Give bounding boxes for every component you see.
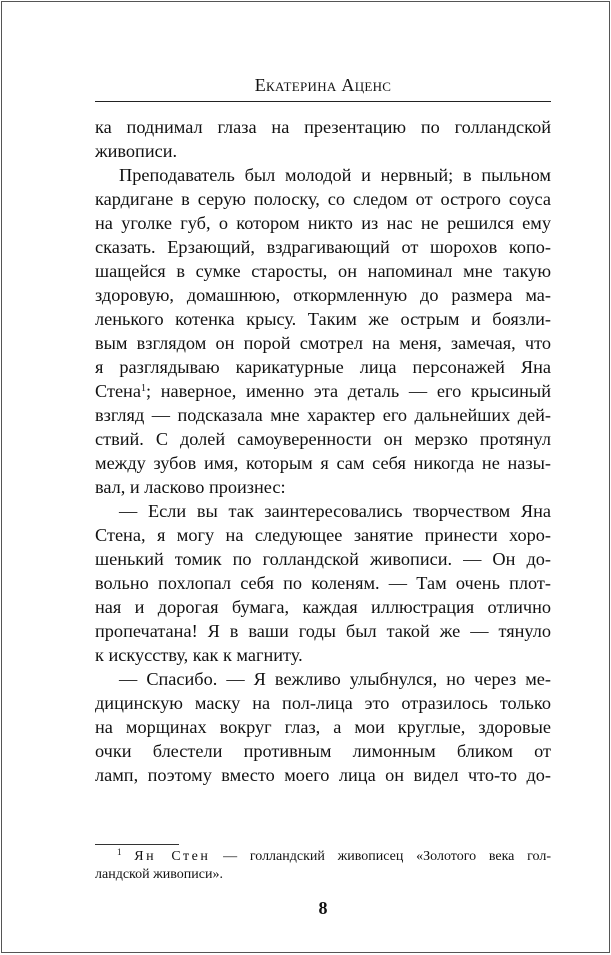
text-line: Преподаватель был молодой и нервный; в пыльном bbox=[119, 165, 551, 185]
text-line: сказать. Ерзающий, вздрагивающий от шорохов копо- bbox=[95, 237, 551, 257]
text-fragment: Стена bbox=[95, 381, 141, 401]
text-line: вал, и ласково произнес: bbox=[95, 477, 286, 497]
footnote bbox=[95, 848, 551, 884]
text-line: между зубов имя, которым я сам себя никогда не назы- bbox=[95, 453, 551, 473]
text-fragment: ; наверное, именно эта деталь — его крысиный bbox=[145, 381, 551, 401]
running-head: Екатерина Аценс bbox=[254, 75, 392, 95]
text-line bbox=[95, 379, 551, 403]
text-line: Стена, я могу на следующее занятие принести хоро- bbox=[95, 525, 551, 545]
footnote-reference: 1 bbox=[140, 383, 146, 394]
text-line: к искусству, как к магниту. bbox=[95, 645, 303, 665]
text-line: на морщинах вокруг глаз, а мои круглые, здоровые bbox=[95, 717, 551, 737]
text-line: на уголке губ, о котором никто из нас не решился ему bbox=[95, 213, 551, 233]
text-line: я разглядываю карикатурные лица персонажей Яна bbox=[95, 357, 551, 377]
text-line: ламп, поэтому вместо моего лица он видел что-то до- bbox=[95, 765, 551, 785]
page-number: 8 bbox=[318, 898, 328, 918]
footnote-name: Ян Стен bbox=[134, 849, 211, 864]
text-line: ка поднимал глаза на презентацию по голландской bbox=[95, 117, 551, 137]
text-line: ствий. С долей самоуверенности он мерзко протянул bbox=[95, 429, 551, 449]
text-line: живописи. bbox=[95, 141, 178, 161]
footnote-rule bbox=[95, 844, 179, 845]
text-line: ленького котенка крысу. Таким же острым и боязли- bbox=[95, 309, 551, 329]
text-line: шенький томик по голландской живописи. — Он до- bbox=[95, 549, 551, 569]
footnote-line: ландской живописи». bbox=[95, 867, 223, 882]
text-line: очки блестели противным лимонным бликом от bbox=[95, 741, 551, 761]
text-line: — Спасибо. — Я вежливо улыбнулся, но через ме- bbox=[119, 669, 551, 689]
text-line: пропечатана! Я в ваши годы был такой же — тянуло bbox=[95, 621, 551, 641]
text-line: вым взглядом он порой смотрел на меня, замечая, что bbox=[95, 333, 551, 353]
text-line: — Если вы так заинтересовались творчеством Яна bbox=[119, 501, 551, 521]
text-line: здоровую, домашнюю, откормленную до размера ма- bbox=[95, 285, 551, 305]
text-line: дицинскую маску на пол-лица это отразилось только bbox=[95, 693, 551, 713]
book-page bbox=[1, 1, 610, 953]
footnote-marker: 1 bbox=[117, 847, 122, 857]
footnote-line bbox=[95, 848, 551, 866]
text-line: ная и дорогая бумага, каждая иллюстрация отлично bbox=[95, 597, 551, 617]
text-line: вольно похлопал себя по коленям. — Там очень плот- bbox=[95, 573, 551, 593]
text-line: кардигане в серую полоску, со следом от острого соуса bbox=[95, 189, 551, 209]
header-rule bbox=[95, 101, 551, 102]
footnote-text: — голландский живописец «Золотого века гол- bbox=[210, 849, 552, 864]
body-text bbox=[95, 115, 551, 787]
text-line: шащейся в сумке старосты, он напоминал мне такую bbox=[95, 261, 551, 281]
text-line: взгляд — подсказала мне характер его дальнейших дей- bbox=[95, 405, 551, 425]
